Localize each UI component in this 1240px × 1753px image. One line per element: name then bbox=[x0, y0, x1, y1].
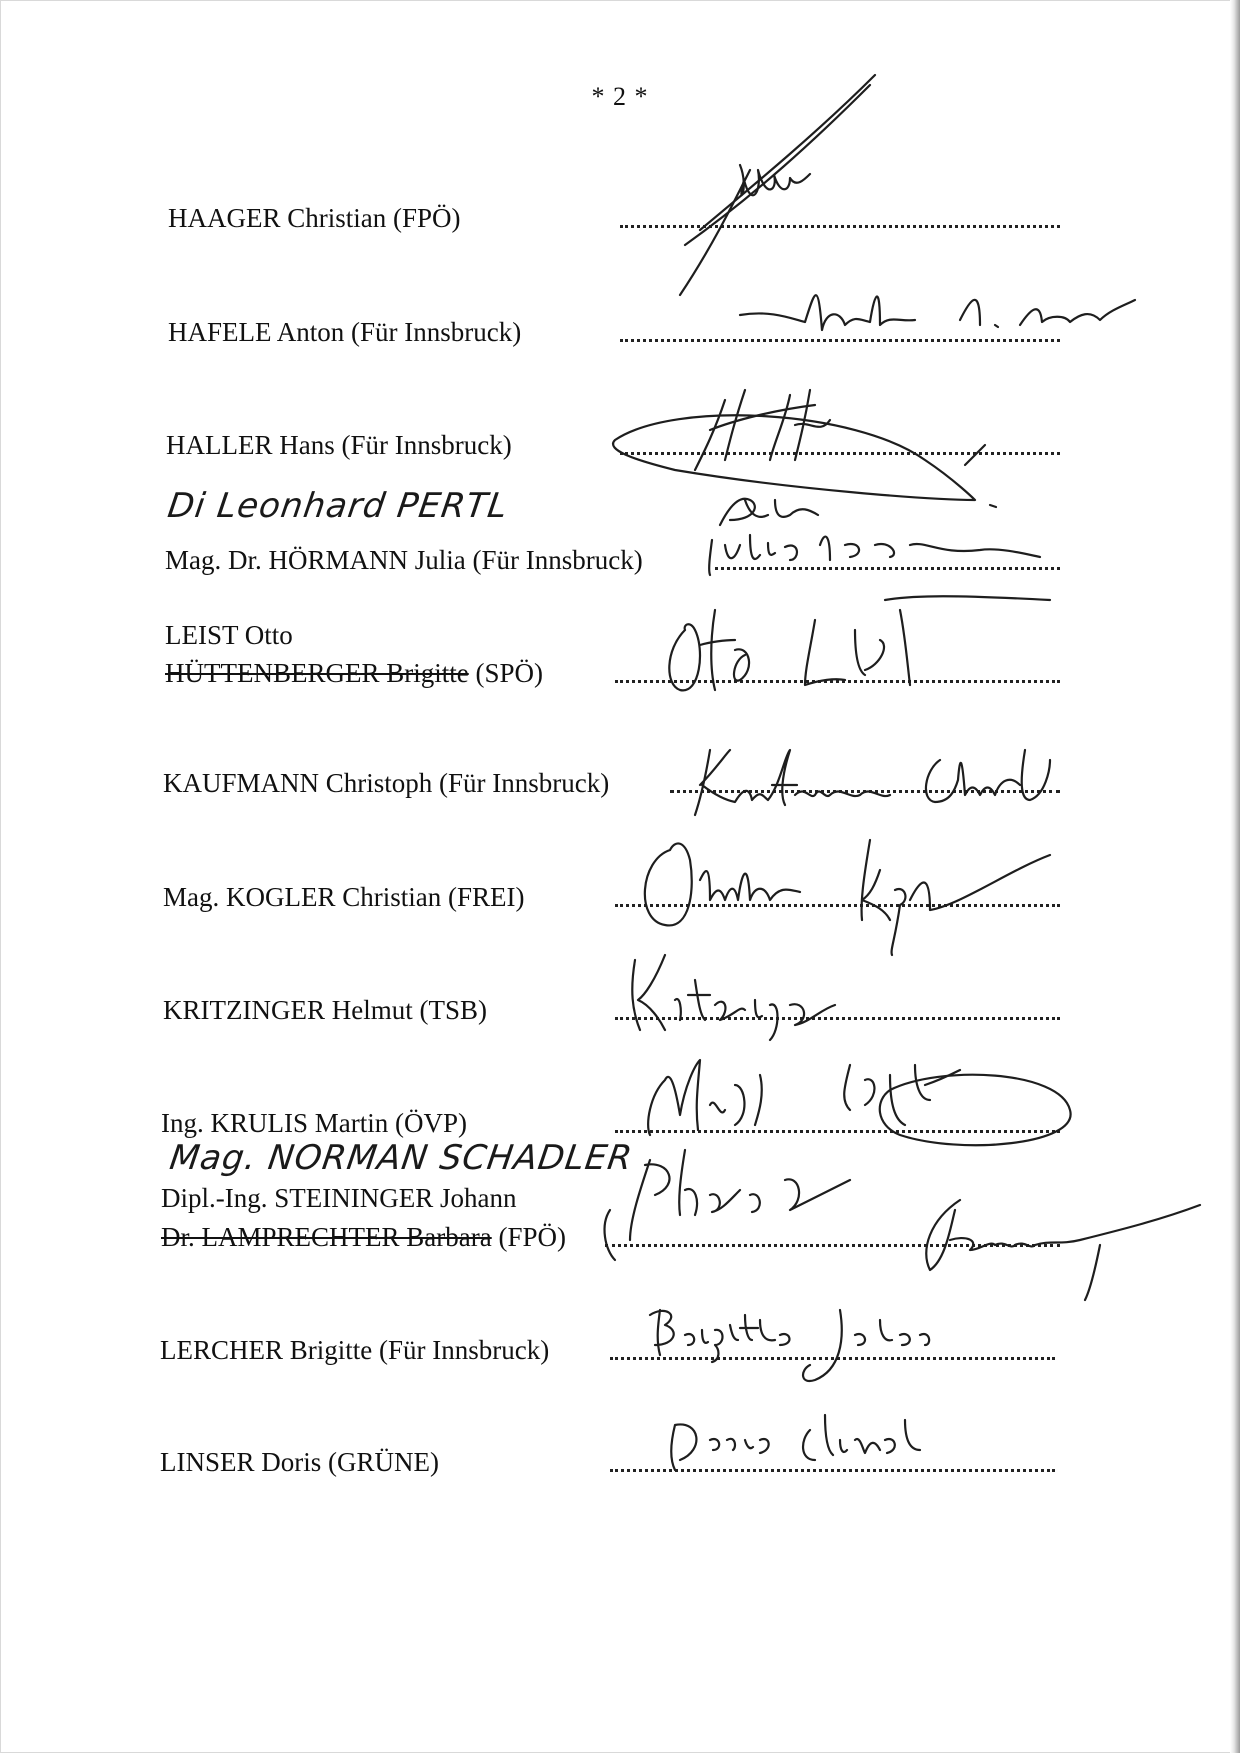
member-name-line bbox=[161, 1222, 566, 1252]
handwritten-substitute-name: Mag. NORMAN SCHADLER bbox=[167, 1138, 636, 1178]
handwritten-substitute-name: Di Leonhard PERTL bbox=[165, 486, 511, 526]
member-name-line bbox=[165, 658, 543, 688]
signature-kaufmann bbox=[690, 740, 1070, 820]
member-name: LERCHER Brigitte (Für Innsbruck) bbox=[160, 1335, 550, 1365]
member-name: HAFELE Anton (Für Innsbruck) bbox=[168, 317, 522, 347]
signature-kritzinger bbox=[620, 950, 860, 1045]
signature-hafele bbox=[730, 270, 1150, 345]
scan-edge-shadow bbox=[1230, 0, 1240, 1753]
member-name: Ing. KRULIS Martin (ÖVP) bbox=[161, 1108, 467, 1138]
signature-hoermann-pertl bbox=[650, 485, 1050, 580]
member-name: Mag. KOGLER Christian (FREI) bbox=[163, 882, 525, 912]
struck-member-name: HÜTTENBERGER Brigitte bbox=[165, 658, 469, 688]
signature-kogler bbox=[630, 830, 1060, 960]
member-name: HAAGER Christian (FPÖ) bbox=[168, 203, 461, 233]
signature-leist bbox=[655, 590, 1055, 700]
page-number: * 2 * bbox=[591, 82, 649, 111]
signature-haager bbox=[640, 70, 900, 300]
signature-linser bbox=[665, 1405, 945, 1480]
signature-schadler-steininger bbox=[600, 1140, 1220, 1300]
member-name: HALLER Hans (Für Innsbruck) bbox=[166, 430, 512, 460]
struck-member-name: Dr. LAMPRECHTER Barbara bbox=[161, 1222, 492, 1252]
member-name: KRITZINGER Helmut (TSB) bbox=[163, 995, 487, 1025]
party-suffix: (FPÖ) bbox=[498, 1222, 566, 1252]
party-suffix: (SPÖ) bbox=[475, 658, 543, 688]
signature-lercher bbox=[640, 1300, 980, 1390]
handwritten-substitute-name: LEIST Otto bbox=[165, 620, 293, 650]
member-name: Mag. Dr. HÖRMANN Julia (Für Innsbruck) bbox=[165, 545, 643, 575]
member-name: LINSER Doris (GRÜNE) bbox=[160, 1447, 439, 1477]
signature-krulis bbox=[640, 1045, 1080, 1155]
member-name: KAUFMANN Christoph (Für Innsbruck) bbox=[163, 768, 610, 798]
member-name: Dipl.-Ing. STEININGER Johann bbox=[161, 1183, 517, 1213]
